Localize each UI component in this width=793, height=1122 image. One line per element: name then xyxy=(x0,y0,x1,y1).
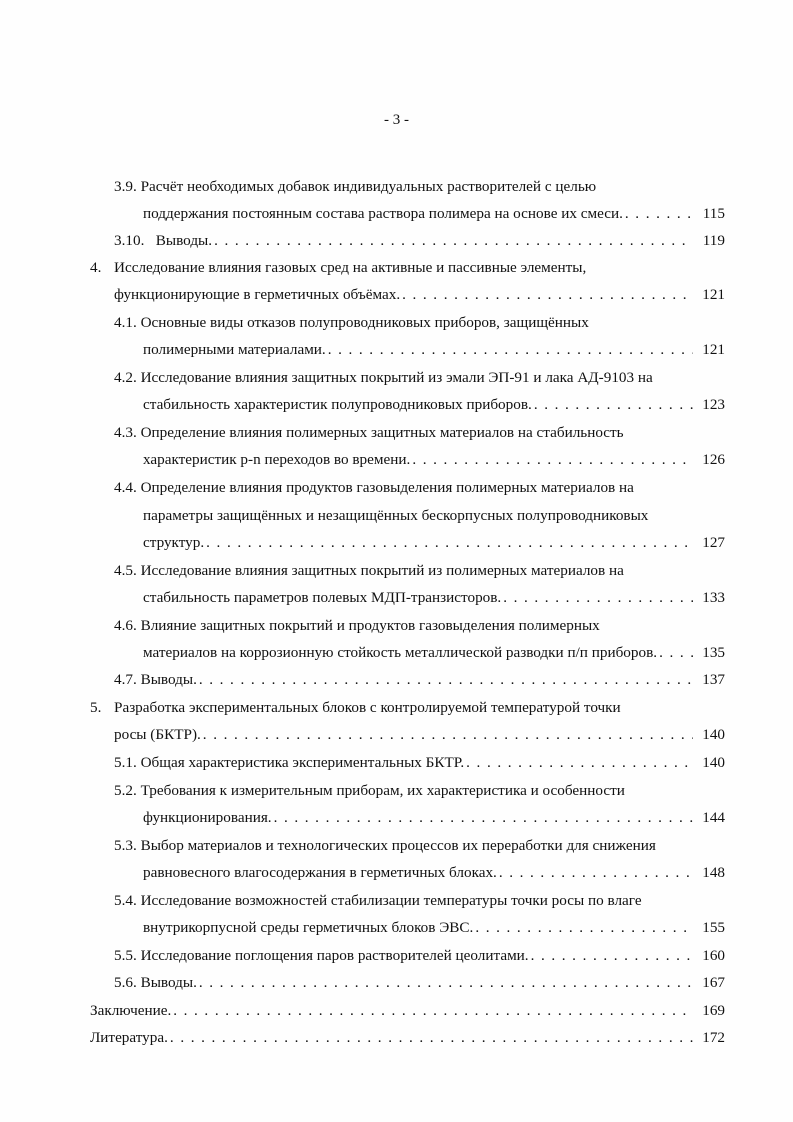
toc-entry-4-7 xyxy=(114,671,725,689)
toc-entry-4-4-line1 xyxy=(114,479,634,497)
toc-leader xyxy=(503,589,693,607)
toc-title: стабильность характеристик полупроводниковых приборов. xyxy=(143,396,532,413)
toc-title: Выводы. xyxy=(140,671,197,688)
toc-title: Основные виды отказов полупроводниковых приборов, защищённых xyxy=(140,314,589,331)
toc-title: Разработка экспериментальных блоков с контролируемой температурой точки xyxy=(114,699,621,716)
toc-page: 121 xyxy=(702,341,725,358)
toc-entry-4-line2 xyxy=(114,286,725,304)
toc-entry-3-9-line2 xyxy=(143,205,725,223)
toc-entry-5-4-line1 xyxy=(114,892,642,910)
toc-entry-4-6-line1 xyxy=(114,617,600,635)
toc-entry-4-4-line2 xyxy=(143,507,648,525)
toc-entry-5-3-line1 xyxy=(114,837,656,855)
toc-title: Выводы. xyxy=(155,232,213,249)
toc-page: 115 xyxy=(702,205,725,222)
toc-page: 169 xyxy=(702,1002,725,1019)
toc-number: 4.7. xyxy=(114,671,137,688)
toc-page: 119 xyxy=(702,232,725,249)
toc-title: Выбор материалов и технологических процессов их переработки для снижения xyxy=(140,837,656,854)
toc-entry-4-6-line2 xyxy=(143,644,725,662)
toc-page: 126 xyxy=(702,451,725,468)
toc-leader xyxy=(173,1002,693,1020)
toc-number: 4.5. xyxy=(114,562,137,579)
toc-entry-conclusion xyxy=(90,1002,725,1020)
toc-page: 160 xyxy=(702,947,725,964)
toc-page: 148 xyxy=(702,864,725,881)
toc-leader xyxy=(659,644,693,662)
toc-page: 140 xyxy=(702,726,725,743)
toc-number: 5. xyxy=(90,699,102,716)
toc-page: 135 xyxy=(702,644,725,661)
toc-leader xyxy=(199,671,693,689)
toc-leader xyxy=(402,286,693,304)
toc-entry-4-line1 xyxy=(90,259,586,277)
toc-number: 5.2. xyxy=(114,782,137,799)
toc-entry-4-5-line2 xyxy=(143,589,725,607)
toc-title: материалов на коррозионную стойкость металлической разводки п/п приборов. xyxy=(143,644,658,661)
toc-page: 140 xyxy=(702,754,725,771)
toc-page: 167 xyxy=(702,974,725,991)
toc-number: 4.6. xyxy=(114,617,137,634)
toc-page: 144 xyxy=(702,809,725,826)
toc-number: 5.5. xyxy=(114,947,137,964)
toc-entry-5-2-line1 xyxy=(114,782,625,800)
page-number: - 3 - xyxy=(384,112,409,128)
toc-number: 5.1. xyxy=(114,754,137,771)
toc-title: Общая характеристика экспериментальных БКТР. xyxy=(140,754,465,771)
toc-entry-5-2-line2 xyxy=(143,809,725,827)
toc-number: 5.3. xyxy=(114,837,137,854)
toc-title: функционирования. xyxy=(143,809,272,826)
toc-leader xyxy=(531,947,693,965)
toc-number: 5.4. xyxy=(114,892,137,909)
toc-title: росы (БКТР). xyxy=(114,726,201,743)
toc-title: Определение влияния полимерных защитных материалов на стабильность xyxy=(140,424,624,441)
toc-number: 5.6. xyxy=(114,974,137,991)
toc-leader xyxy=(206,534,693,552)
toc-leader xyxy=(170,1029,693,1047)
toc-title: Литература. xyxy=(90,1029,168,1046)
toc-entry-5-line1 xyxy=(90,699,621,717)
toc-entry-4-1-line1 xyxy=(114,314,589,332)
toc-leader xyxy=(214,232,693,250)
toc-entry-literature xyxy=(90,1029,725,1047)
toc-entry-4-3-line2 xyxy=(143,451,725,469)
toc-leader xyxy=(412,451,693,469)
toc-title: структур. xyxy=(143,534,205,551)
toc-leader xyxy=(328,341,693,359)
toc-number: 4.4. xyxy=(114,479,137,496)
toc-leader xyxy=(466,754,693,772)
toc-title: стабильность параметров полевых МДП-транзисторов. xyxy=(143,589,502,606)
toc-number: 3.10. xyxy=(114,232,145,249)
toc-number: 4.1. xyxy=(114,314,137,331)
toc-entry-3-9-line1 xyxy=(114,178,596,196)
toc-leader xyxy=(274,809,693,827)
toc-title: Исследование возможностей стабилизации температуры точки росы по влаге xyxy=(140,892,642,909)
toc-title: Выводы. xyxy=(140,974,197,991)
toc-title: Исследование поглощения паров растворителей цеолитами. xyxy=(140,947,529,964)
toc-entry-4-3-line1 xyxy=(114,424,624,442)
toc-leader xyxy=(199,974,693,992)
toc-leader xyxy=(625,205,693,223)
toc-entry-4-5-line1 xyxy=(114,562,624,580)
toc-title: внутрикорпусной среды герметичных блоков ЭВС. xyxy=(143,919,474,936)
toc-entry-5-3-line2 xyxy=(143,864,725,882)
toc-title: Расчёт необходимых добавок индивидуальных растворителей с целью xyxy=(140,178,597,195)
toc-leader xyxy=(475,919,693,937)
toc-title: полимерными материалами. xyxy=(143,341,326,358)
toc-title: Исследование влияния защитных покрытий из полимерных материалов на xyxy=(140,562,624,579)
toc-number: 3.9. xyxy=(114,178,137,195)
toc-title: Требования к измерительным приборам, их характеристика и особенности xyxy=(140,782,625,799)
toc-leader xyxy=(534,396,693,414)
toc-entry-5-5 xyxy=(114,947,725,965)
toc-title: Определение влияния продуктов газовыделения полимерных материалов на xyxy=(140,479,634,496)
toc-entry-3-10 xyxy=(114,232,725,250)
toc-entry-4-1-line2 xyxy=(143,341,725,359)
toc-title: Исследование влияния защитных покрытий из эмали ЭП-91 и лака АД-9103 на xyxy=(140,369,653,386)
toc-entry-4-2-line2 xyxy=(143,396,725,414)
toc-entry-5-line2 xyxy=(114,726,725,744)
toc-entry-5-6 xyxy=(114,974,725,992)
toc-title: функционирующие в герметичных объёмах. xyxy=(114,286,401,303)
toc-page: 133 xyxy=(702,589,725,606)
toc-title: равновесного влагосодержания в герметичных блоках. xyxy=(143,864,497,881)
toc-number: 4. xyxy=(90,259,102,276)
toc-title: Исследование влияния газовых сред на активные и пассивные элементы, xyxy=(114,259,587,276)
toc-page: 155 xyxy=(702,919,725,936)
toc-page: 123 xyxy=(702,396,725,413)
toc-page: 172 xyxy=(702,1029,725,1046)
toc-leader xyxy=(203,726,693,744)
toc-title: характеристик p-n переходов во времени. xyxy=(143,451,411,468)
toc-title: Влияние защитных покрытий и продуктов газовыделения полимерных xyxy=(140,617,600,634)
toc-number: 4.3. xyxy=(114,424,137,441)
toc-page: 121 xyxy=(702,286,725,303)
toc-title: параметры защищённых и незащищённых бескорпусных полупроводниковых xyxy=(143,507,649,524)
toc-page: 127 xyxy=(702,534,725,551)
toc-title: поддержания постоянным состава раствора полимера на основе их смеси. xyxy=(143,205,623,222)
toc-entry-4-4-line3 xyxy=(143,534,725,552)
toc-page: 137 xyxy=(702,671,725,688)
toc-entry-5-4-line2 xyxy=(143,919,725,937)
toc-leader xyxy=(499,864,693,882)
toc-number: 4.2. xyxy=(114,369,137,386)
toc-entry-5-1 xyxy=(114,754,725,772)
toc-entry-4-2-line1 xyxy=(114,369,653,387)
toc-title: Заключение. xyxy=(90,1002,172,1019)
